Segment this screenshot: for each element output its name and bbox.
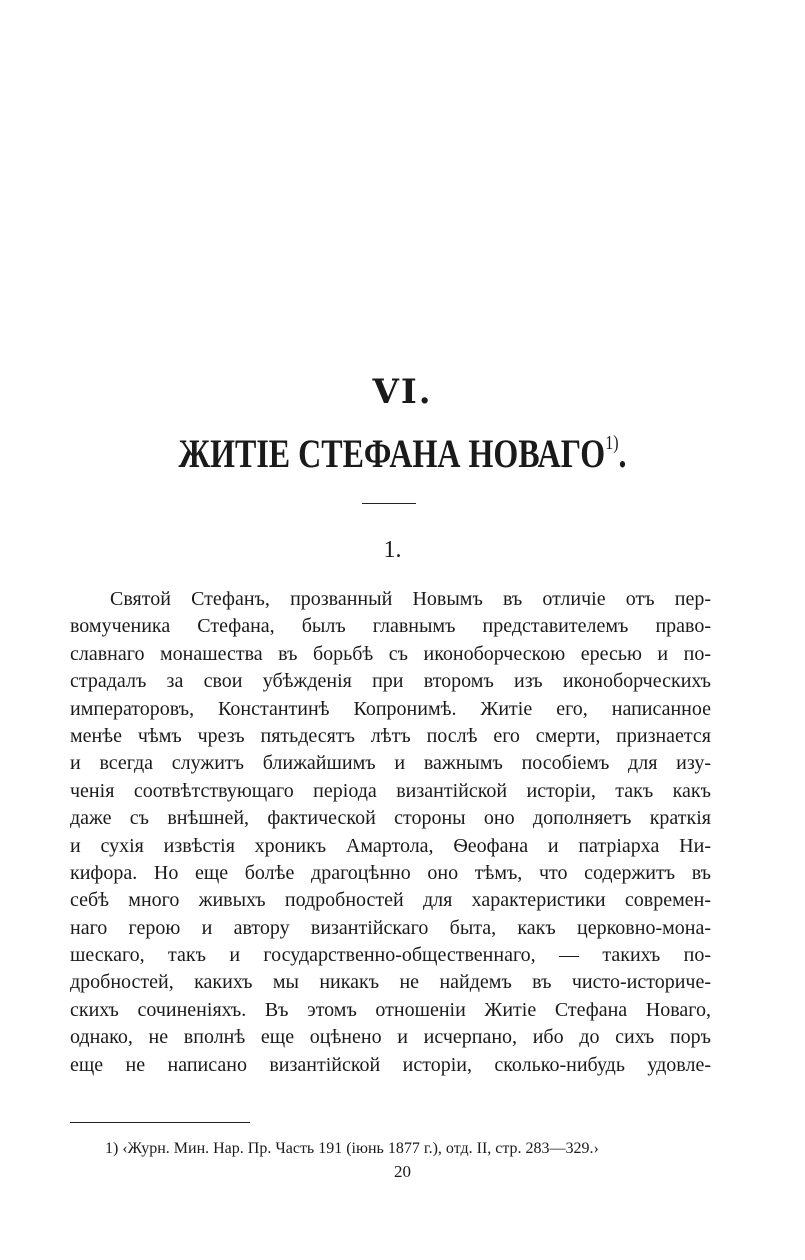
chapter-title (81, 430, 725, 477)
title-divider (362, 503, 416, 504)
text-line: даже съ внѣшней, фактической стороны оно дополняетъ краткія (70, 807, 711, 830)
text-line: менѣе чѣмъ чрезъ пятьдесятъ лѣтъ послѣ его смерти, признается (70, 724, 711, 747)
chapter-number: VI. (372, 372, 433, 412)
text-line: наго герою и автору византійскаго быта, какъ церковно-мона- (70, 916, 711, 939)
section-number: 1. (383, 537, 402, 563)
chapter-title-end: . (618, 431, 627, 476)
text-line: и всегда служитъ ближайшимъ и важнымъ пособіемъ для изу- (70, 752, 711, 775)
page-number: 20 (394, 1162, 411, 1181)
chapter-title-text: ЖИТІЕ СТЕФАНА НОВАГО (178, 431, 606, 476)
chapter-footnote-ref: 1) (605, 432, 619, 454)
body-paragraph (70, 586, 711, 1079)
text-line: дробностей, какихъ мы никакъ не найдемъ въ чисто-историче- (70, 971, 711, 994)
text-line: кифора. Но еще болѣе драгоцѣнно оно тѣмъ, что содержитъ въ (70, 861, 711, 884)
footnote-divider (70, 1122, 250, 1123)
text-line: однако, не вполнѣ еще оцѣнено и исчерпано, ибо до сихъ поръ (70, 1026, 711, 1049)
text-line: скихъ сочиненіяхъ. Въ этомъ отношеніи Житіе Стефана Новаго, (70, 998, 711, 1021)
text-line: императоровъ, Константинѣ Копронимѣ. Житіе его, написанное (70, 697, 711, 720)
text-line: еще не написано византійской исторіи, сколько-нибудь удовле- (70, 1053, 711, 1076)
text-line: шескаго, такъ и государственно-общественнаго, — такихъ по- (70, 944, 711, 967)
text-line: вомученика Стефана, былъ главнымъ представителемъ право- (70, 615, 711, 638)
text-line: страдалъ за свои убѣжденія при второмъ изъ иконоборческихъ (70, 670, 711, 693)
text-line: Святой Стефанъ, прозванный Новымъ въ отличіе отъ пер- (110, 588, 711, 610)
footnote: 1) ‹Журн. Мин. Нар. Пр. Часть 191 (іюнь 1877 г.), отд. II, стр. 283—329.› (105, 1140, 599, 1157)
text-line: себѣ много живыхъ подробностей для характеристики современ- (70, 889, 711, 912)
text-line: ченія соотвѣтствующаго періода византійской исторіи, такъ какъ (70, 779, 711, 802)
text-line: и сухія извѣстія хроникъ Амартола, Ѳеофана и патріарха Ни- (70, 834, 711, 857)
text-line: славнаго монашества въ борьбѣ съ иконоборческою ересью и по- (70, 642, 711, 665)
